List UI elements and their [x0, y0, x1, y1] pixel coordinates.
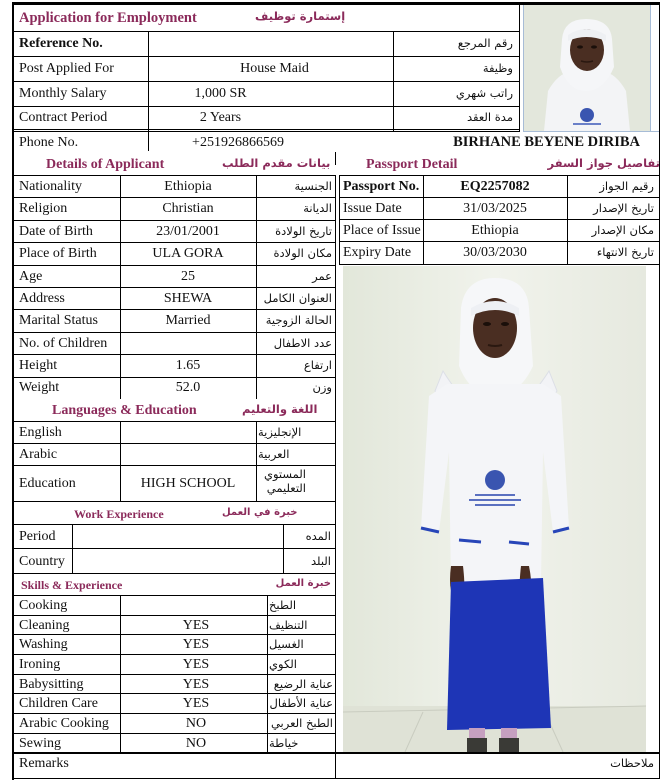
reference-label: Reference No.: [19, 36, 103, 51]
post-label: Post Applied For: [19, 61, 114, 76]
divider: [12, 242, 336, 243]
arabic-label: Arabic: [19, 447, 58, 462]
remarks-label: Remarks: [19, 756, 69, 771]
divider: [12, 265, 336, 266]
divider: [12, 733, 336, 734]
skill-babysitting-value: YES: [182, 677, 210, 692]
age-label-ar: عمر: [312, 269, 332, 283]
outer-right-border: [659, 2, 660, 779]
religion-label: Religion: [19, 201, 68, 216]
skill-cleaning-label: Cleaning: [19, 618, 70, 633]
contract-label: Contract Period: [19, 110, 108, 125]
education-value: HIGH SCHOOL: [140, 476, 236, 491]
age-value: 25: [181, 269, 195, 284]
divider: [12, 752, 660, 754]
form-title-en: Application for Employment: [19, 10, 197, 26]
passport-title-ar: تفاصيل جواز السفر: [547, 156, 660, 170]
pob-value: ULA GORA: [152, 246, 224, 261]
divider: [12, 595, 336, 596]
address-label-ar: العنوان الكامل: [263, 291, 332, 305]
height-value: 1.65: [175, 358, 201, 373]
skill-babysitting-label: Babysitting: [19, 677, 84, 692]
skill-ironing-value: YES: [182, 657, 210, 672]
arabic-label-ar: العربية: [258, 447, 290, 461]
applicant-name: BIRHANE BEYENE DIRIBA: [453, 134, 640, 150]
divider: [12, 693, 336, 694]
divider: [12, 81, 520, 82]
contract-value: 2 Years: [199, 110, 242, 125]
remarks-label-ar: ملاحظات: [610, 756, 654, 770]
reference-label-ar: رقم المرجع: [457, 36, 513, 50]
divider: [12, 332, 336, 333]
divider: [12, 287, 336, 288]
work-title-ar: خبرة في العمل: [222, 507, 298, 518]
expiry-date-label-ar: تاريخ الانتهاء: [596, 245, 654, 259]
full-body-photo: [343, 266, 646, 752]
skills-title-ar: خبرة العمل: [275, 578, 331, 589]
photo-frame-right: [650, 5, 651, 131]
skill-cooking-label-ar: الطبخ: [269, 598, 297, 612]
height-label: Height: [19, 358, 58, 373]
religion-label-ar: الديانة: [303, 201, 332, 215]
skill-sewing-value: NO: [185, 736, 207, 751]
passport-no-value: EQ2257082: [460, 179, 530, 194]
divider: [12, 56, 520, 57]
dob-value: 23/01/2001: [156, 224, 220, 239]
country-label: Country: [19, 554, 65, 569]
divider: [12, 501, 336, 502]
divider: [335, 152, 336, 165]
divider: [12, 615, 336, 616]
age-label: Age: [19, 269, 43, 284]
divider: [12, 31, 520, 32]
height-label-ar: ارتفاع: [303, 358, 332, 372]
salary-value: 1,000 SR: [194, 86, 247, 101]
skill-washing-label: Washing: [19, 637, 68, 652]
details-title-en: Details of Applicant: [46, 157, 165, 172]
portrait-photo: [523, 5, 650, 131]
marital-label: Marital Status: [19, 313, 98, 328]
skill-childcare-label: Children Care: [19, 696, 98, 711]
expiry-date-label: Expiry Date: [343, 245, 412, 260]
skill-arabic-cooking-label: Arabic Cooking: [19, 716, 109, 731]
marital-value: Married: [165, 313, 211, 328]
nationality-label: Nationality: [19, 179, 82, 194]
divider: [12, 573, 336, 574]
divider: [12, 175, 336, 176]
issue-date-label-ar: تاريخ الإصدار: [593, 201, 654, 215]
divider: [12, 674, 336, 675]
post-value: House Maid: [240, 61, 309, 76]
work-title-en: Work Experience: [74, 507, 164, 521]
skill-cooking-label: Cooking: [19, 598, 68, 613]
skill-arabic-cooking-label-ar: الطبخ العربي: [270, 716, 333, 730]
weight-label-ar: وزن: [312, 380, 332, 394]
divider: [12, 524, 336, 525]
phone-value: +251926866569: [192, 135, 284, 150]
passport-no-label-ar: رقيم الجواز: [599, 179, 654, 193]
marital-label-ar: الحالة الزوجية: [265, 313, 332, 327]
skill-washing-label-ar: الغسيل: [269, 637, 304, 651]
divider: [339, 197, 660, 198]
divider: [519, 4, 520, 131]
pob-label-ar: مكان الولادة: [273, 246, 332, 260]
divider: [12, 354, 336, 355]
form-title-ar: إستمارة توظيف: [255, 9, 346, 23]
skill-sewing-label-ar: خياطة: [269, 736, 299, 750]
photo-frame-bottom: [523, 131, 659, 132]
weight-label: Weight: [19, 380, 60, 395]
english-label: English: [19, 425, 62, 440]
divider: [12, 220, 336, 221]
divider: [12, 634, 336, 635]
details-title-ar: بيانات مقدم الطلب: [222, 156, 331, 170]
divider: [339, 264, 660, 265]
divider: [12, 713, 336, 714]
dob-label-ar: تاريخ الولادة: [275, 224, 332, 238]
skill-childcare-label-ar: عناية الأطفال: [269, 696, 333, 710]
skills-title-en: Skills & Experience: [21, 578, 123, 592]
nationality-label-ar: الجنسية: [294, 179, 332, 193]
place-of-issue-value: Ethiopia: [471, 223, 519, 238]
divider: [339, 241, 660, 242]
skill-washing-value: YES: [182, 637, 210, 652]
outer-bottom-border: [12, 778, 660, 779]
divider: [12, 129, 520, 130]
skill-babysitting-label-ar: عناية الرضيع: [273, 677, 333, 691]
address-label: Address: [19, 291, 65, 306]
weight-value: 52.0: [175, 380, 201, 395]
divider: [12, 131, 520, 132]
period-label: Period: [19, 529, 56, 544]
portrait-image: [524, 5, 650, 131]
country-label-ar: البلد: [310, 554, 331, 568]
divider: [12, 421, 336, 422]
skill-cleaning-label-ar: التنظيف: [269, 618, 308, 632]
children-label: No. of Children: [19, 336, 108, 351]
salary-label-ar: راتب شهري: [455, 86, 513, 100]
post-label-ar: وظيفة: [482, 61, 513, 75]
place-of-issue-label: Place of Issue: [343, 223, 421, 238]
expiry-date-value: 30/03/2030: [463, 245, 527, 260]
divider: [12, 548, 336, 549]
education-label-ar: المستوي التعليمي: [263, 467, 306, 495]
divider: [335, 399, 336, 779]
address-value: SHEWA: [163, 291, 213, 306]
languages-title-en: Languages & Education: [52, 403, 197, 418]
period-label-ar: المده: [305, 529, 331, 543]
divider: [12, 106, 520, 107]
divider: [256, 421, 257, 501]
divider: [12, 377, 336, 378]
issue-date-value: 31/03/2025: [463, 201, 527, 216]
religion-value: Christian: [162, 201, 214, 216]
salary-label: Monthly Salary: [19, 86, 107, 101]
skill-ironing-label-ar: الكوي: [269, 657, 297, 671]
full-body-image: [343, 266, 646, 752]
divider: [12, 654, 336, 655]
phone-label: Phone No.: [19, 135, 79, 150]
skill-childcare-value: YES: [182, 696, 210, 711]
skill-arabic-cooking-value: NO: [185, 716, 207, 731]
education-label: Education: [19, 476, 76, 491]
issue-date-label: Issue Date: [343, 201, 402, 216]
skill-sewing-label: Sewing: [19, 736, 61, 751]
nationality-value: Ethiopia: [164, 179, 212, 194]
divider: [12, 465, 336, 466]
skill-cleaning-value: YES: [182, 618, 210, 633]
divider: [12, 443, 336, 444]
children-label-ar: عدد الاطفال: [273, 336, 332, 350]
skill-ironing-label: Ironing: [19, 657, 61, 672]
languages-title-ar: اللغة والتعليم: [242, 402, 318, 416]
divider: [12, 309, 336, 310]
passport-no-label: Passport No.: [343, 179, 420, 194]
passport-title-en: Passport Detail: [366, 157, 458, 172]
contract-label-ar: مدة العقد: [467, 110, 513, 124]
divider: [12, 197, 336, 198]
divider: [339, 175, 660, 176]
place-of-issue-label-ar: مكان الإصدار: [591, 223, 654, 237]
divider: [339, 219, 660, 220]
english-label-ar: الإنجليزية: [258, 425, 302, 439]
dob-label: Date of Birth: [19, 224, 93, 239]
pob-label: Place of Birth: [19, 246, 97, 261]
